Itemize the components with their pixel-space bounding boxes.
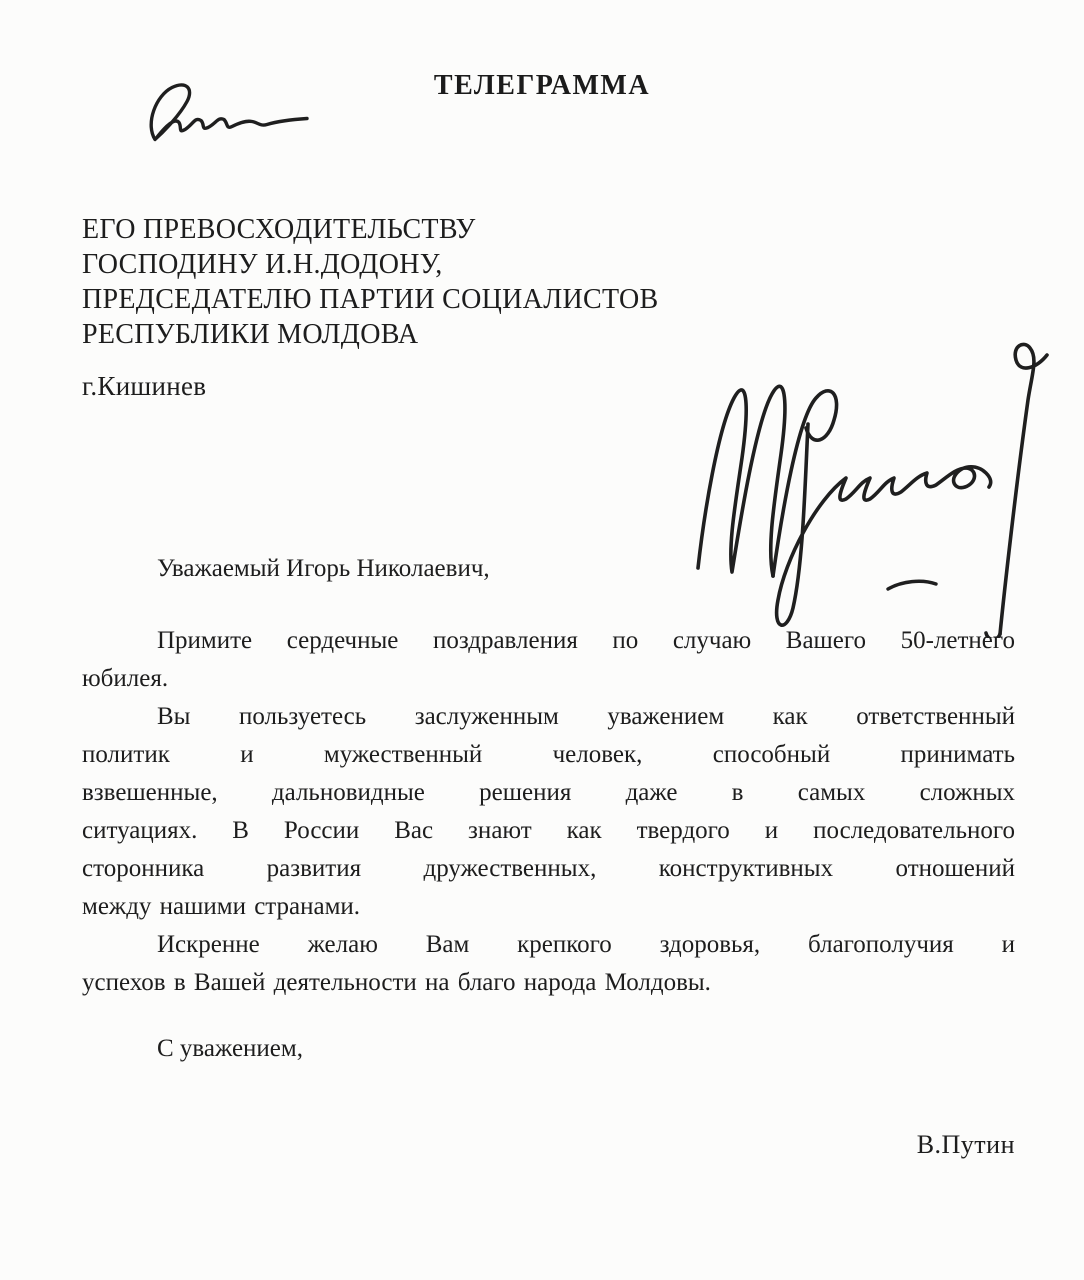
closing-salutation: С уважением, — [157, 1035, 303, 1062]
paragraph-line: успехов в Вашей деятельности на благо народа Молдовы. — [82, 969, 711, 996]
recipient-line: ПРЕДСЕДАТЕЛЮ ПАРТИИ СОЦИАЛИСТОВ — [82, 284, 659, 315]
salutation: Уважаемый Игорь Николаевич, — [157, 555, 490, 582]
recipient-line: РЕСПУБЛИКИ МОЛДОВА — [82, 319, 419, 350]
paragraph-line: Примите сердечные поздравления по случаю Вашего 50-летнего — [157, 627, 1015, 654]
paragraph-line: Искренне желаю Вам крепкого здоровья, благополучия и — [157, 931, 1015, 958]
recipient-address-block — [82, 212, 782, 404]
paragraph-3 — [82, 926, 1015, 1002]
recipient-line: ЕГО ПРЕВОСХОДИТЕЛЬСТВУ — [82, 214, 476, 245]
paragraph-2 — [82, 698, 1015, 926]
paragraph-line: политик и мужественный человек, способный принимать — [82, 741, 1015, 768]
signer-name: В.Путин — [916, 1130, 1015, 1159]
paragraph-line: между нашими странами. — [82, 893, 361, 920]
paragraph-line: взвешенные, дальновидные решения даже в самых сложных — [82, 779, 1015, 806]
paragraph-line: ситуациях. В России Вас знают как твердого и последовательного — [82, 817, 1015, 844]
document-title: ТЕЛЕГРАММА — [433, 70, 651, 101]
recipient-city: г.Кишинев — [82, 371, 207, 401]
handwritten-initials-icon — [140, 76, 325, 154]
paragraph-1 — [82, 622, 1015, 698]
letter-body — [82, 550, 1015, 1068]
paragraph-line: Вы пользуетесь заслуженным уважением как ответственный — [157, 703, 1015, 730]
paragraph-line: юбилея. — [82, 665, 169, 692]
recipient-line: ГОСПОДИНУ И.Н.ДОДОНУ, — [82, 249, 443, 280]
paragraph-line: сторонника развития дружественных, конструктивных отношений — [82, 855, 1015, 882]
